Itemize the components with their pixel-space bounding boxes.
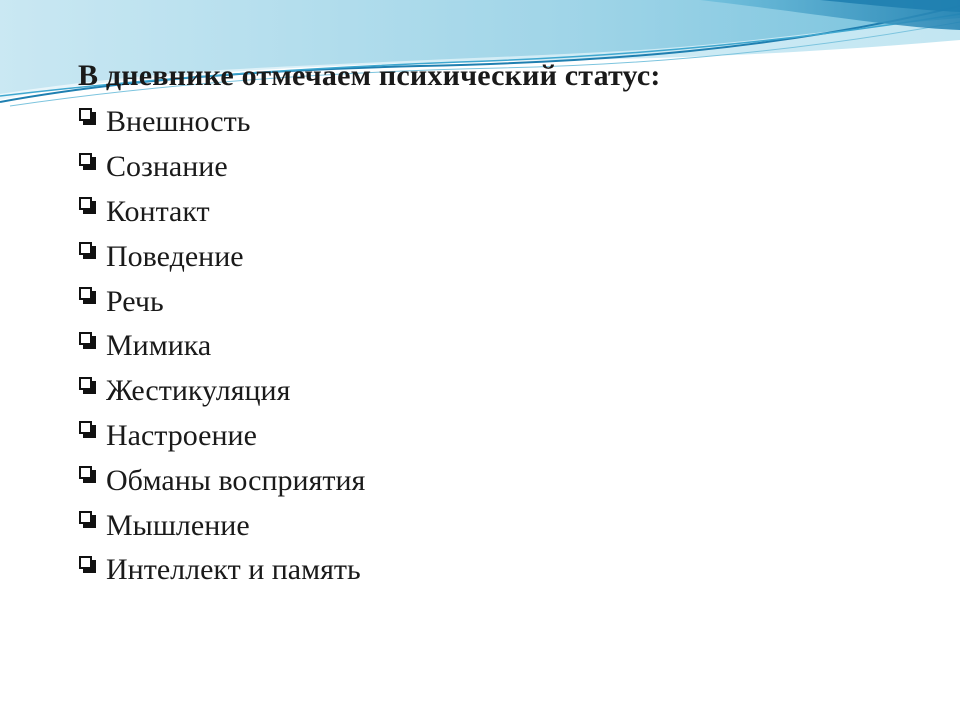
list-item: [78, 458, 938, 503]
list-item-label: Мышление: [106, 508, 250, 542]
list-item-label: Поведение: [106, 239, 244, 273]
bullet-list: [78, 100, 938, 593]
list-item: [78, 414, 938, 459]
checkbox-square-icon: [79, 511, 96, 528]
list-item-label: Обманы восприятия: [106, 463, 366, 497]
list-item: [78, 234, 938, 279]
list-item-label: Сознание: [106, 150, 228, 184]
slide-content: [78, 58, 938, 593]
list-item-label: Интеллект и память: [106, 553, 361, 587]
list-item: [78, 100, 938, 145]
checkbox-square-icon: [79, 556, 96, 573]
list-item-label: Речь: [106, 284, 164, 318]
list-item: [78, 324, 938, 369]
list-item: [78, 279, 938, 324]
list-item-label: Мимика: [106, 329, 212, 363]
checkbox-square-icon: [79, 108, 96, 125]
checkbox-square-icon: [79, 153, 96, 170]
list-item-label: Настроение: [106, 418, 257, 452]
list-item: [78, 145, 938, 190]
list-item: [78, 548, 938, 593]
list-item: [78, 369, 938, 414]
checkbox-square-icon: [79, 287, 96, 304]
checkbox-square-icon: [79, 377, 96, 394]
list-item: [78, 503, 938, 548]
checkbox-square-icon: [79, 332, 96, 349]
list-item-label: Контакт: [106, 194, 210, 228]
checkbox-square-icon: [79, 421, 96, 438]
list-item: [78, 190, 938, 235]
list-item-label: Жестикуляция: [106, 374, 291, 408]
checkbox-square-icon: [79, 242, 96, 259]
list-item-label: Внешность: [106, 105, 251, 139]
checkbox-square-icon: [79, 197, 96, 214]
slide-title: В дневнике отмечаем психический статус:: [78, 59, 661, 92]
checkbox-square-icon: [79, 466, 96, 483]
